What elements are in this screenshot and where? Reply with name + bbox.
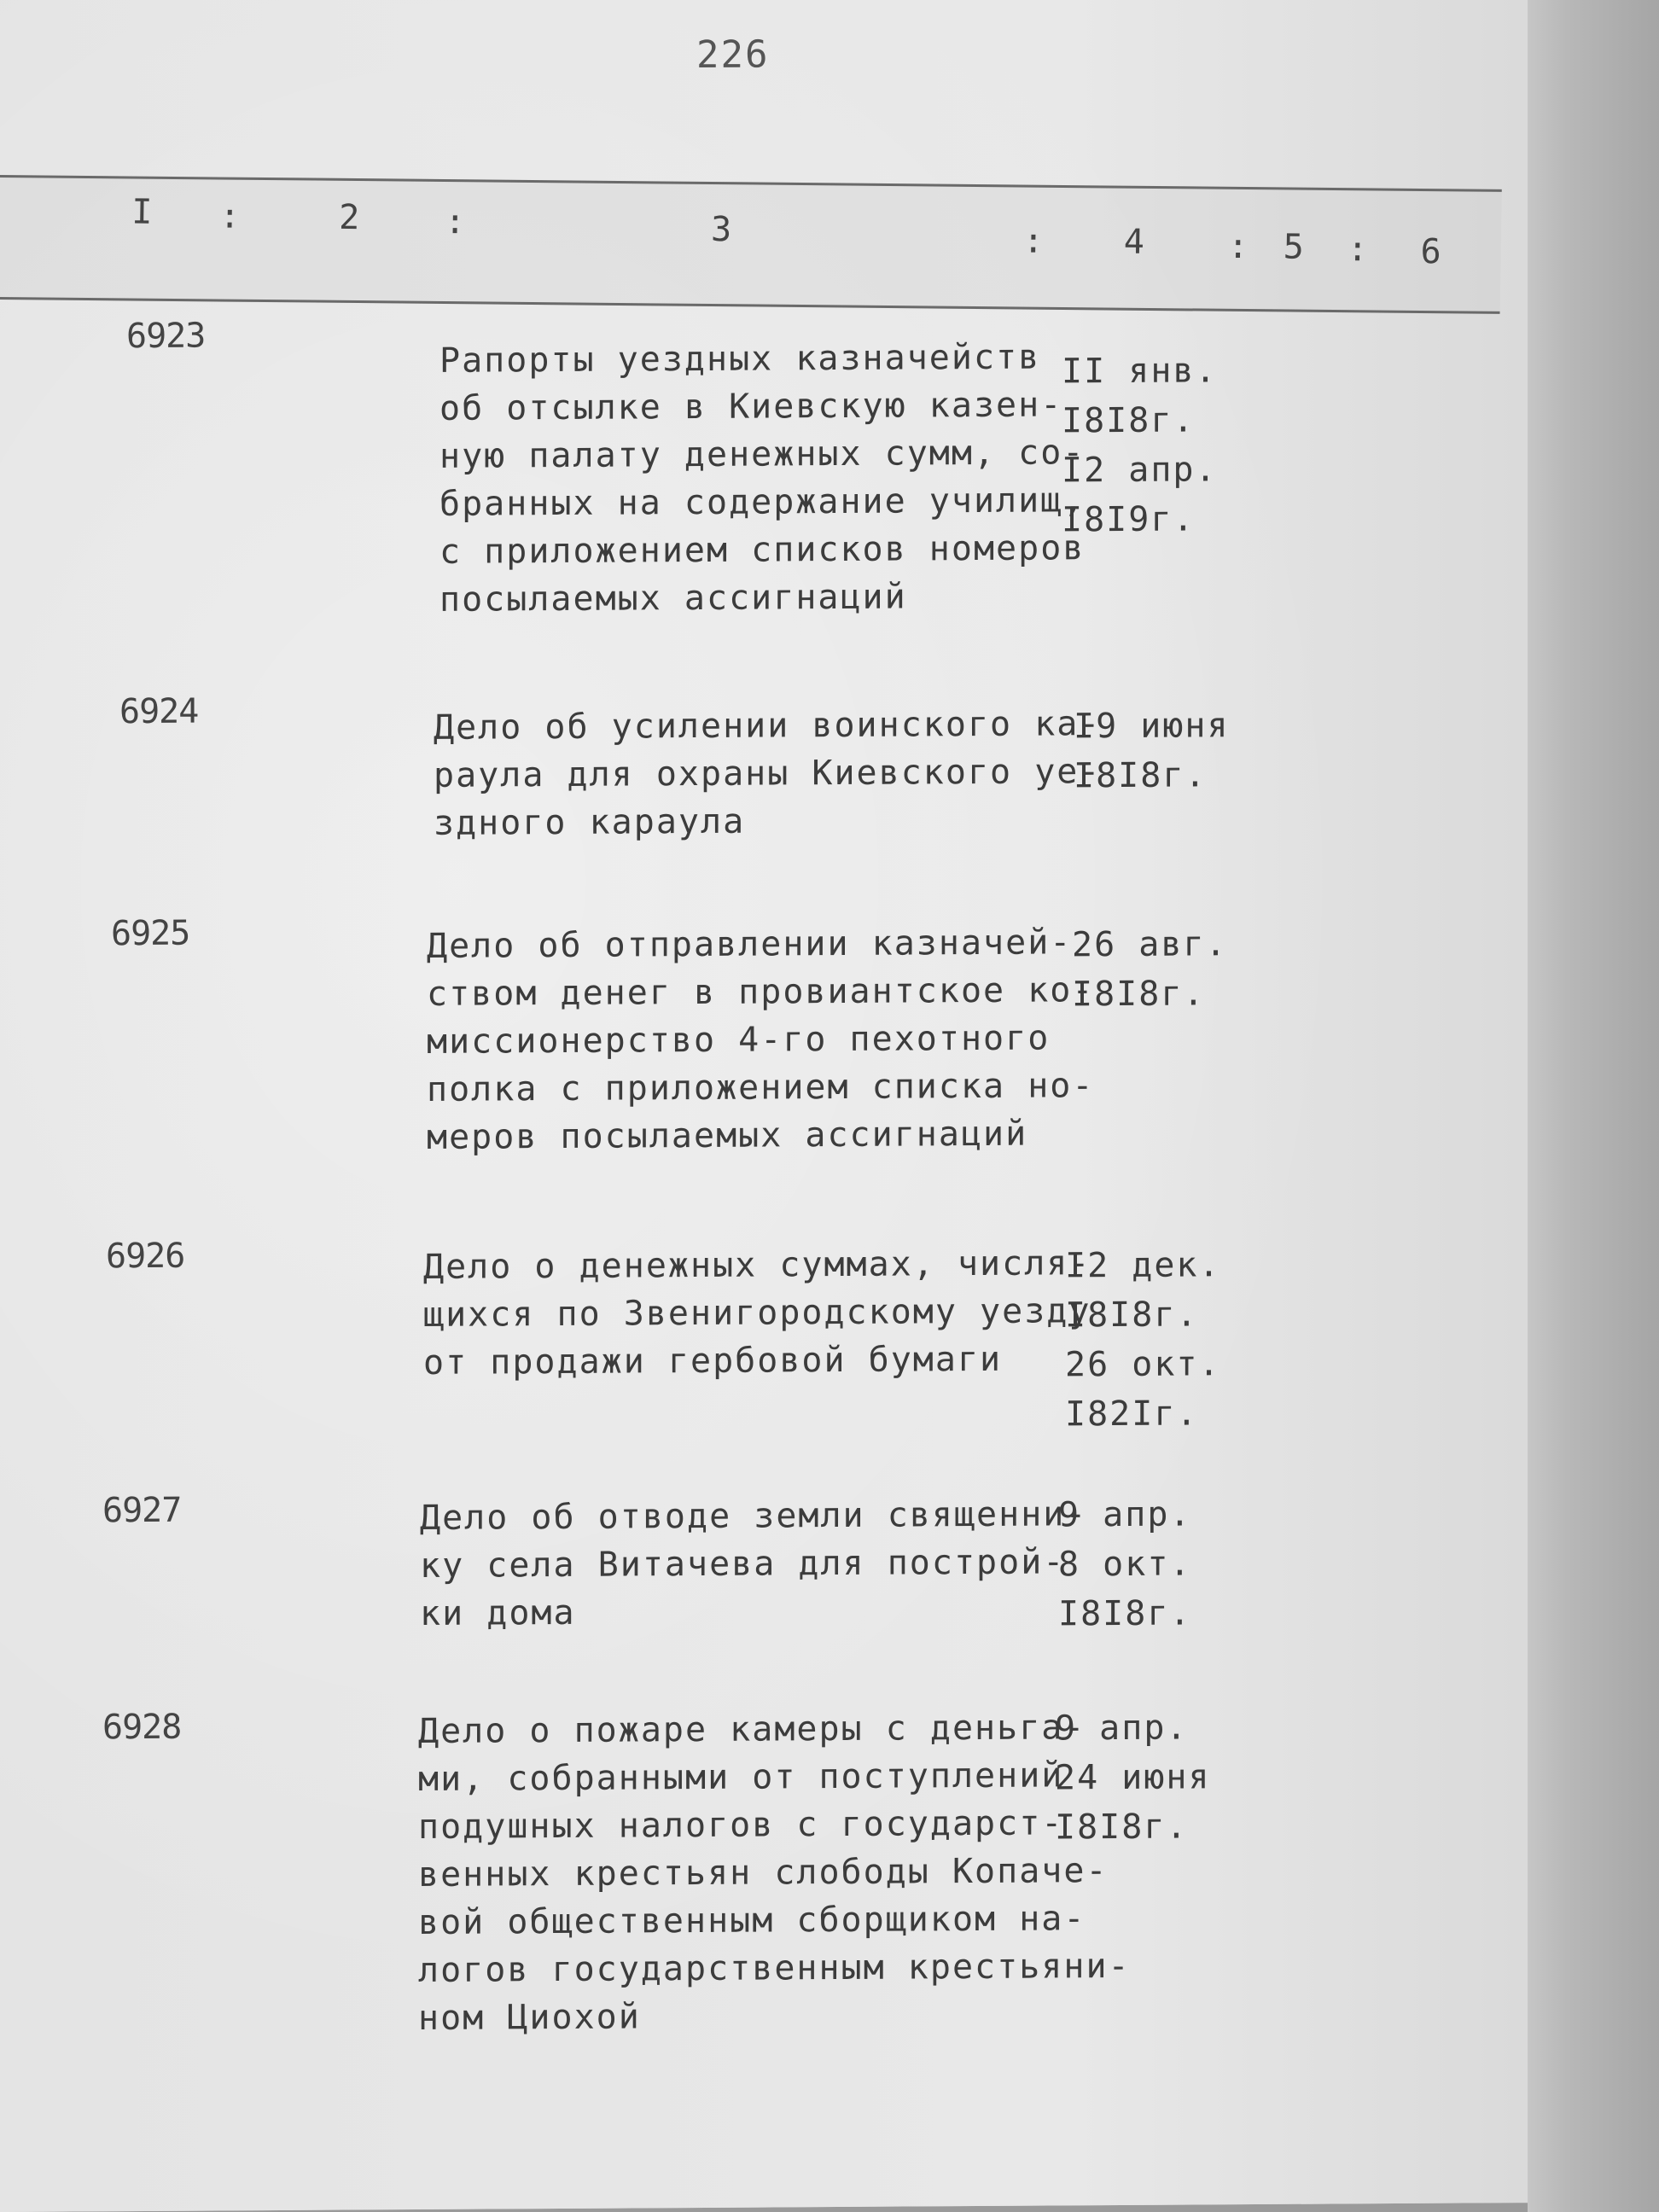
column-header-row xyxy=(0,175,1502,314)
record-entry xyxy=(0,684,1451,843)
record-dates xyxy=(1065,1240,1236,1439)
date-line: I2 дек. xyxy=(1065,1245,1221,1286)
record-description xyxy=(427,918,1095,1161)
record-number: 6928 xyxy=(102,1707,182,1748)
description-line: ством денег в провиантское ко- xyxy=(427,970,1095,1014)
record-entry xyxy=(0,1700,1451,2039)
record-dates xyxy=(1058,1489,1229,1639)
description-line: миссионерство 4-го пехотного xyxy=(427,1018,1051,1062)
description-line: логов государственным крестьяни- xyxy=(418,1946,1131,1991)
description-line: бранных на содержание училищ, xyxy=(439,480,1086,524)
column-header-3: 3 xyxy=(710,210,732,250)
column-separator: : xyxy=(444,202,466,242)
description-line: от продажи гербовой бумаги xyxy=(423,1339,1003,1382)
description-line: меров посылаемых ассигнаций xyxy=(427,1114,1028,1157)
date-line: I8I8г. xyxy=(1055,1807,1189,1848)
date-line: I8I8г. xyxy=(1072,974,1206,1015)
date-line: I8I8г. xyxy=(1062,400,1196,441)
description-line: Рапорты уездных казначейств xyxy=(439,337,1041,381)
description-line: ку села Витачева для построй- xyxy=(420,1542,1066,1586)
description-line: Дело о пожаре камеры с деньга- xyxy=(418,1708,1086,1752)
record-dates xyxy=(1062,346,1232,544)
date-line: 26 окт. xyxy=(1065,1344,1221,1385)
record-entry xyxy=(0,906,1451,1157)
record-dates xyxy=(1074,701,1244,800)
column-separator: : xyxy=(1347,230,1369,270)
description-line: об отсылке в Киевскую казен- xyxy=(439,385,1063,428)
record-number: 6924 xyxy=(119,691,199,732)
description-line: здного караула xyxy=(434,801,746,843)
column-separator: : xyxy=(1022,221,1045,261)
date-line: I8I9г. xyxy=(1062,499,1196,540)
description-line: ном Циохой xyxy=(418,1997,641,2039)
column-header-5: 5 xyxy=(1283,227,1305,267)
description-line: раула для охраны Киевского уе- xyxy=(434,752,1102,795)
record-description xyxy=(420,1490,1088,1638)
column-header-4: 4 xyxy=(1123,222,1145,262)
description-line: ки дома xyxy=(420,1592,576,1633)
page-number: 226 xyxy=(696,32,770,78)
record-number: 6926 xyxy=(106,1236,185,1277)
record-number: 6925 xyxy=(111,913,190,954)
date-line: I2 апр. xyxy=(1062,450,1218,491)
description-line: ми, собранными от поступлений xyxy=(418,1755,1064,1800)
column-header-1: I xyxy=(131,192,153,232)
description-line: вой общественным сборщиком на- xyxy=(418,1899,1086,1943)
date-line: I9 июня xyxy=(1074,706,1230,747)
description-line: полка с приложением списка но- xyxy=(427,1066,1095,1109)
date-line: 9 апр. xyxy=(1055,1708,1189,1749)
description-line: венных крестьян слободы Копаче- xyxy=(418,1851,1109,1895)
record-description xyxy=(434,700,1102,847)
record-number: 6923 xyxy=(126,316,206,357)
date-line: 9 апр. xyxy=(1058,1494,1192,1535)
column-separator: : xyxy=(218,196,241,236)
description-line: ную палату денежных сумм, со- xyxy=(439,433,1086,476)
description-line: Дело об усилении воинского ка- xyxy=(434,704,1102,748)
date-line: II янв. xyxy=(1062,351,1218,392)
record-number: 6927 xyxy=(102,1490,182,1531)
record-dates xyxy=(1055,1703,1225,1852)
date-line: 24 июня xyxy=(1055,1757,1211,1798)
description-line: посылаемых ассигнаций xyxy=(439,577,907,620)
record-entry xyxy=(0,1229,1451,1435)
column-separator: : xyxy=(1227,226,1249,267)
description-line: Дело о денежных суммах, числя- xyxy=(423,1243,1091,1287)
record-dates xyxy=(1072,919,1243,1019)
description-line: подушных налогов с государст- xyxy=(418,1803,1064,1848)
record-entry xyxy=(0,1483,1451,1634)
date-line: I8I8г. xyxy=(1065,1295,1199,1336)
adjacent-page-edge xyxy=(1528,0,1659,2212)
column-header-2: 2 xyxy=(338,197,360,238)
record-description xyxy=(423,1239,1091,1387)
date-line: 26 авг. xyxy=(1072,924,1228,965)
date-line: I8I8г. xyxy=(1058,1593,1192,1634)
column-header-6: 6 xyxy=(1420,231,1442,272)
record-description xyxy=(439,333,1088,624)
description-line: Дело об отправлении казначей- xyxy=(427,923,1073,966)
date-line: I8I8г. xyxy=(1074,755,1208,796)
description-line: щихся по Звенигородскому уезду xyxy=(423,1291,1091,1335)
date-line: 8 окт. xyxy=(1058,1544,1192,1585)
date-line: I82Iг. xyxy=(1065,1394,1199,1435)
description-line: Дело об отводе земли священни- xyxy=(420,1494,1088,1538)
description-line: с приложением списков номеров xyxy=(439,528,1086,572)
